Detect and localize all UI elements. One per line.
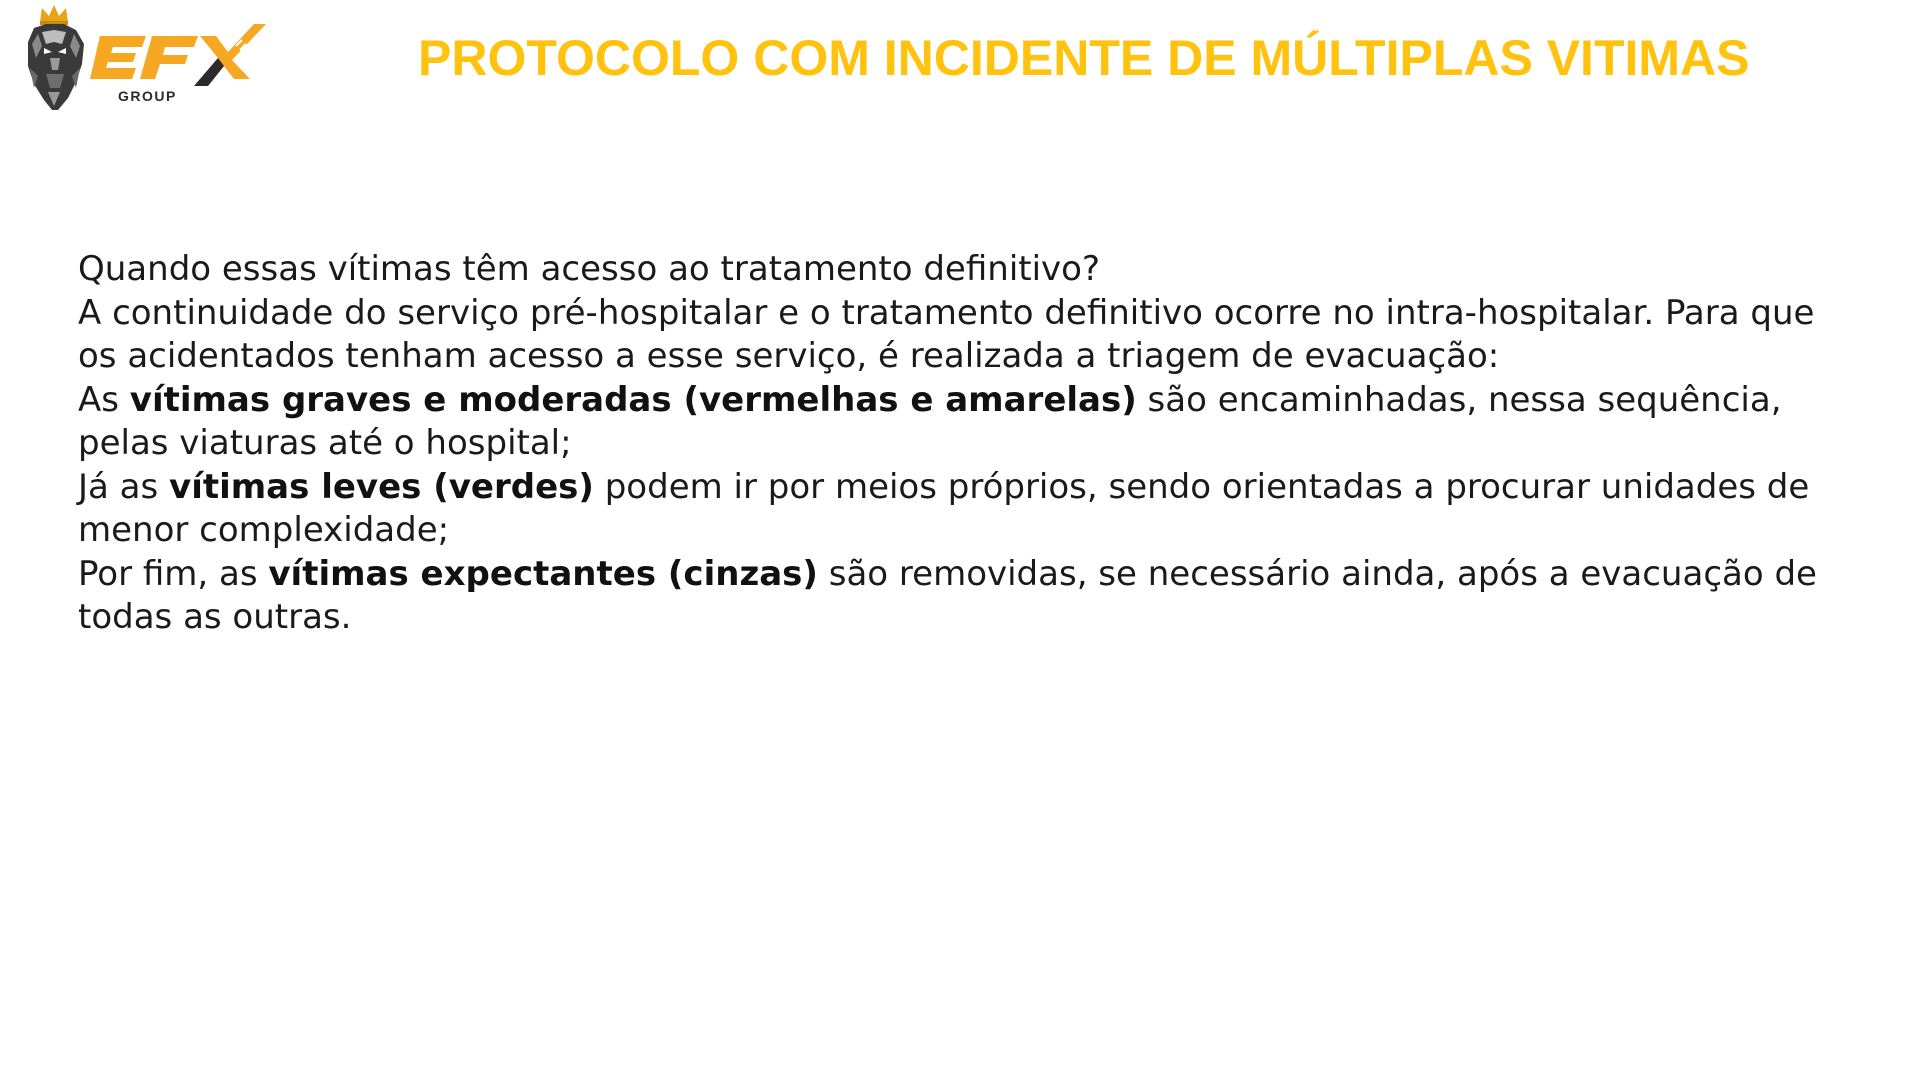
efx-group-logo: [18, 2, 288, 114]
expectant-victims-paragraph: [78, 553, 1858, 640]
body-text: [78, 248, 1858, 640]
expectant-bold: vítimas expectantes (cinzas): [268, 553, 818, 594]
light-bold: vítimas leves (verdes): [169, 466, 594, 507]
light-post: podem ir por meios próprios, sendo orientadas a procurar unidades de menor complexidade;: [78, 466, 1810, 550]
lion-head-icon: [28, 24, 84, 110]
crown-icon: [40, 5, 68, 25]
page-title: PROTOCOLO COM INCIDENTE DE MÚLTIPLAS VITIMAS: [418, 30, 1750, 86]
expectant-post: são removidas, se necessário ainda, após a evacuação de todas as outras.: [78, 553, 1817, 637]
severe-pre: As: [78, 379, 130, 420]
continuity-paragraph: A continuidade do serviço pré-hospitalar e o tratamento definitivo ocorre no intra-hospitalar. Para que os acidentados tenham acesso a esse serviço, é realizada a triagem de evacuação:: [78, 292, 1815, 376]
logo-subtitle: GROUP: [118, 88, 177, 104]
severe-bold: vítimas graves e moderadas (vermelhas e amarelas): [129, 379, 1137, 420]
light-pre: Já as: [78, 466, 170, 507]
severe-victims-paragraph: [78, 379, 1858, 466]
severe-post: são encaminhadas, nessa sequência, pelas viaturas até o hospital;: [78, 379, 1782, 463]
expectant-pre: Por fim, as: [78, 553, 269, 594]
efx-wordmark: [90, 24, 266, 104]
light-victims-paragraph: [78, 466, 1858, 553]
question-paragraph: Quando essas vítimas têm acesso ao tratamento definitivo?: [78, 249, 1101, 289]
